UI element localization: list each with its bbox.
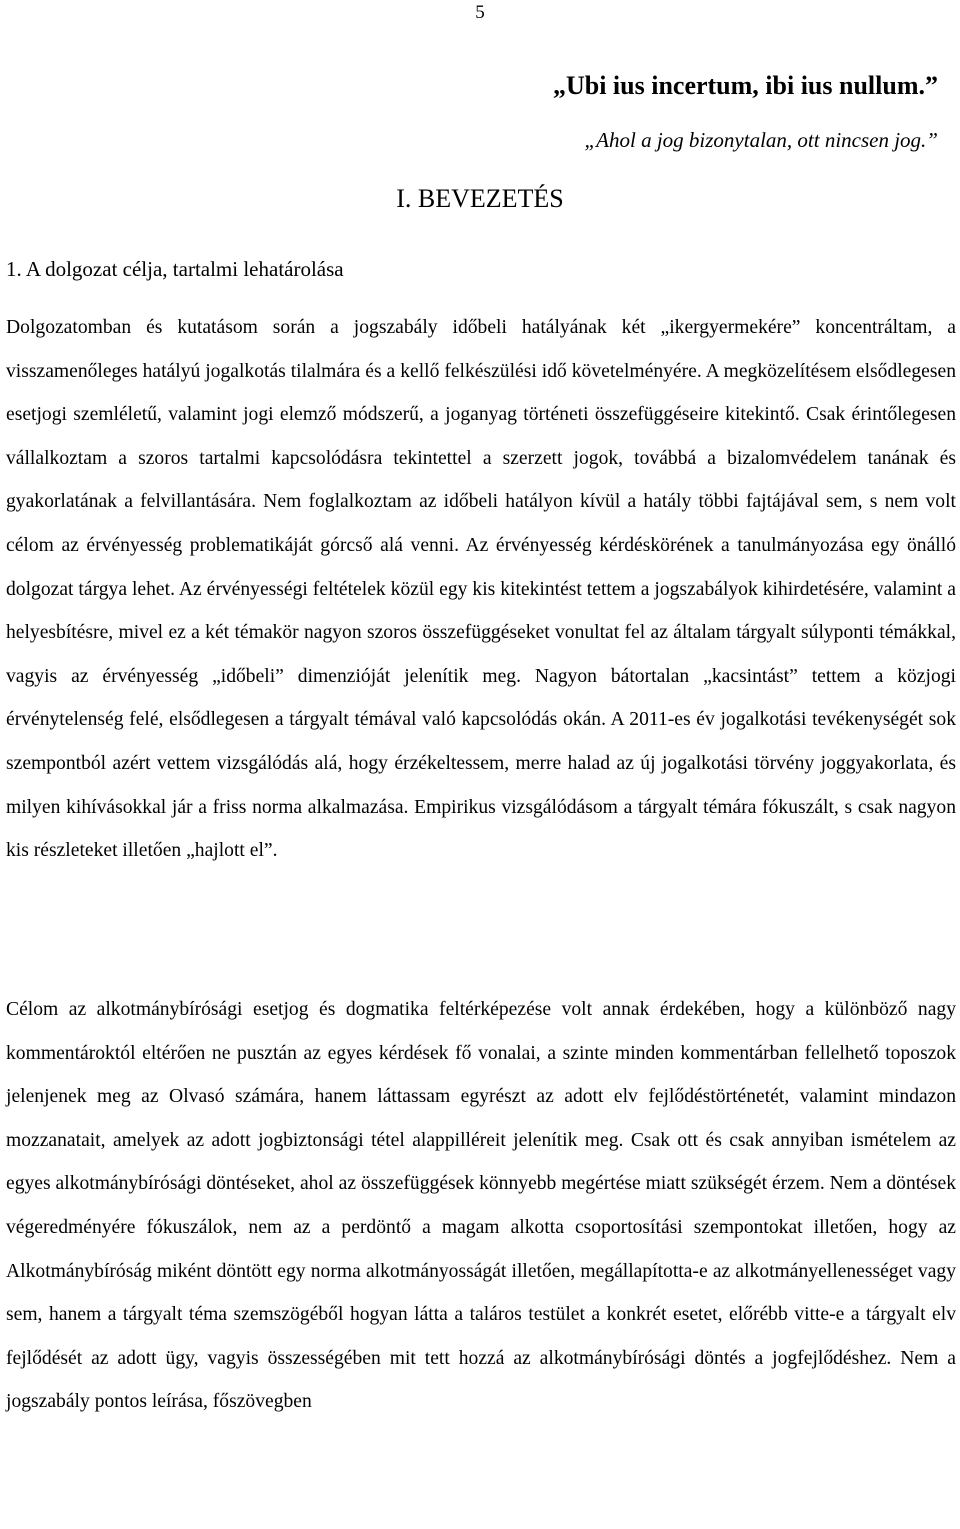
page-number: 5 bbox=[475, 2, 485, 23]
motto-latin: „Ubi ius incertum, ibi ius nullum.” bbox=[552, 71, 938, 100]
chapter-title: I. BEVEZETÉS bbox=[396, 184, 564, 213]
body-paragraph: Dolgozatomban és kutatásom során a jogszabály időbeli hatályának két „ikergyermekére” koncentráltam, a visszamenőleges hatályú jogalkotás tilalmára és a kellő felkészülési idő követelményére. A megközelítésem elsődlegesen esetjogi szemléletű, valamint jogi elemző módszerű, a joganyag történeti összefüggéseire kitekintő. Csak érintőlegesen vállalkoztam a szoros tartalmi kapcsolódásra tekintettel a szerzett jogok, továbbá a bizalomvédelem tanának és gyakorlatának a felvillantására. Nem foglalkoztam az időbeli hatályon kívül a hatály többi fajtájával sem, s nem volt célom az érvényesség problematikáját górcső alá venni. Az érvényesség kérdéskörének a tanulmányozása egy önálló dolgozat tárgya lehet. Az érvényességi feltételek közül egy kis kitekintést tettem a jogszabályok kihirdetésére, valamint a helyesbítésre, mivel ez a két témakör nagyon szoros összefüggéseket vonultat fel az általam tárgyalt súlyponti témákkal, vagyis az érvényesség „időbeli” dimenzióját jelenítik meg. Nagyon bátortalan „kacsintást” tettem a közjogi érvénytelenség felé, elsődlegesen a tárgyalt témával való kapcsolódás okán. A 2011-es év jogalkotási tevékenységét sok szempontból azért vettem vizsgálódás alá, hogy érzékeltessem, merre halad az új jogalkotási törvény joggyakorlata, és milyen kihívásokkal jár a friss norma alkalmazása. Empirikus vizsgálódásom a tárgyalt témára fókuszált, s csak nagyon kis részleteket illetően „hajlott el”. bbox=[6, 317, 956, 862]
section-title: 1. A dolgozat célja, tartalmi lehatárolása bbox=[6, 257, 344, 281]
motto-hungarian: „Ahol a jog bizonytalan, ott nincsen jog.” bbox=[584, 128, 938, 152]
body-paragraph: Célom az alkotmánybírósági esetjog és dogmatika feltérképezése volt annak érdekében, hogy a különböző nagy kommentároktól eltérően ne pusztán az egyes kérdések fő vonalai, a szinte minden kommentárban fellelhető toposzok jelenjenek meg az Olvasó számára, hanem láttassam egyrészt az adott elv fejlődéstörténetét, valamint mindazon mozzanatait, amelyek az adott jogbiztonsági tétel alappilléreit jelenítik meg. Csak ott és csak annyiban ismételem az egyes alkotmánybírósági döntéseket, ahol az összefüggések könnyebb megértése miatt szükségét érzem. Nem a döntések végeredményére fókuszálok, nem az a perdöntő a magam alkotta csoportosítási szempontokat illetően, hogy az Alkotmánybíróság miként döntött egy norma alkotmányosságát illetően, megállapította-e az alkotmányellenességet vagy sem, hanem a tárgyalt téma szemszögéből hogyan látta a taláros testület a konkrét esetet, előrébb vitte-e a tárgyalt elv fejlődését az adott ügy, vagyis összességében mit tett hozzá az alkotmánybírósági döntés a jogfejlődéshez. Nem a jogszabály pontos leírása, főszövegben bbox=[6, 999, 956, 1413]
